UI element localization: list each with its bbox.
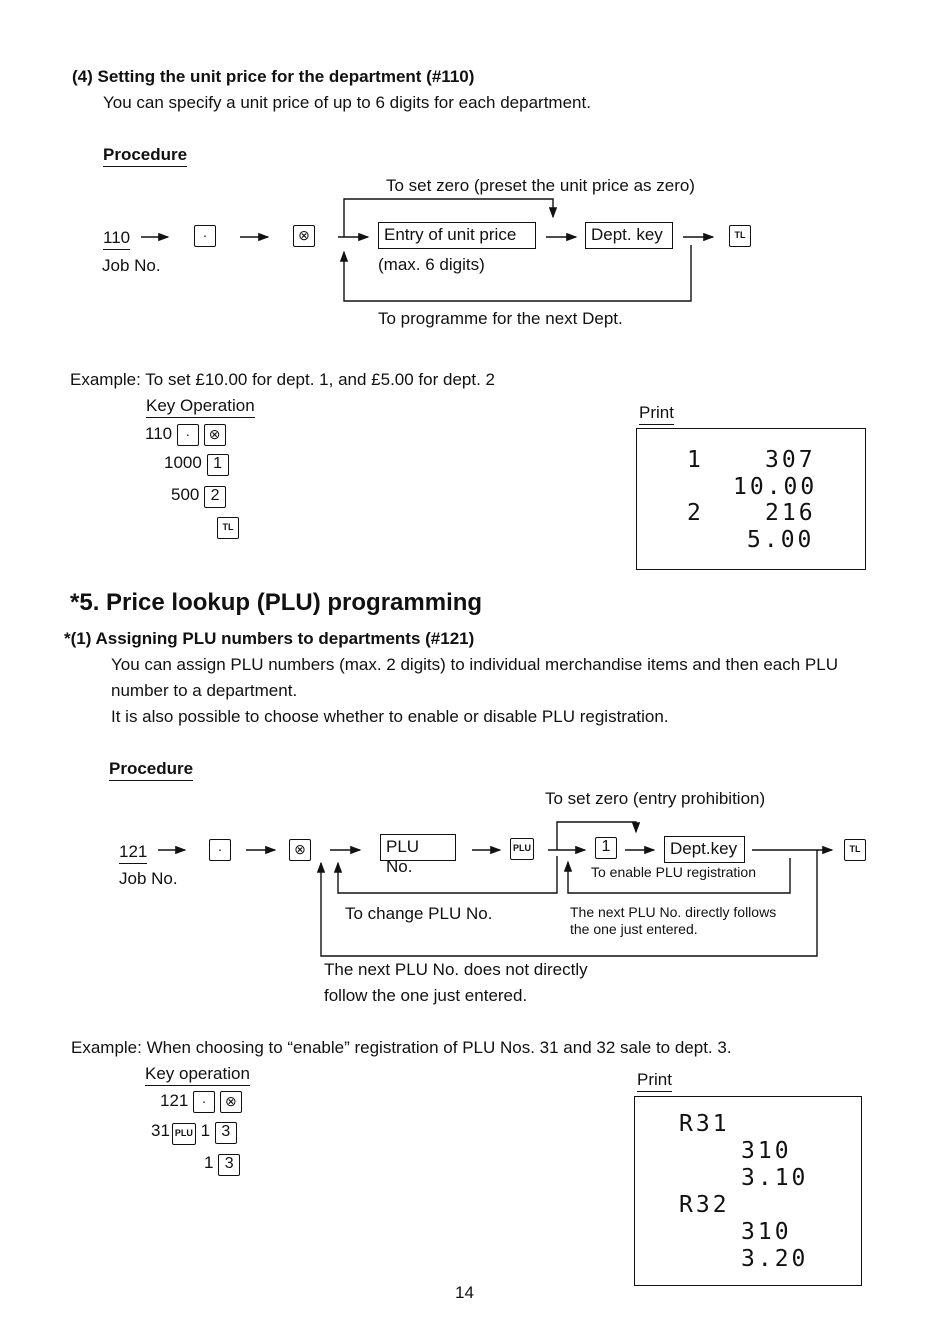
print-line-1-right: 307 <box>765 447 816 473</box>
key-3: 3 <box>215 1122 237 1144</box>
print-label-2: Print <box>637 1070 672 1092</box>
example-1-row-2: 1000 1 <box>164 453 229 476</box>
enable-note: To enable PLU registration <box>591 864 756 880</box>
section-5-para-3: It is also possible to choose whether to enable or disable PLU registration. <box>111 707 669 726</box>
key-2: 2 <box>204 486 226 508</box>
section-5-para-2: number to a department. <box>111 681 298 700</box>
multiply-key: ⊗ <box>289 839 311 861</box>
multiply-key: ⊗ <box>204 424 226 446</box>
key-1: 1 <box>207 454 229 476</box>
print-line-310a: 310 <box>741 1138 792 1164</box>
print-line-2-right: 10.00 <box>733 474 818 500</box>
print-line-r32: R32 <box>679 1192 730 1218</box>
procedure-label-2: Procedure <box>109 759 193 781</box>
multiply-key: ⊗ <box>220 1091 242 1113</box>
job-number-1: 110 <box>103 228 130 250</box>
tl-key: TL <box>729 225 751 247</box>
job-label-2: Job No. <box>119 869 178 888</box>
print-label-1: Print <box>639 403 674 425</box>
example-1-text: Example: To set £10.00 for dept. 1, and £5.00 for dept. 2 <box>70 370 495 389</box>
plu-key: PLU <box>172 1123 196 1145</box>
print-receipt-2 <box>634 1096 862 1286</box>
example-2-row-2: 31 PLU 1 3 <box>151 1121 237 1145</box>
section-5-para-1: You can assign PLU numbers (max. 2 digits) to individual merchandise items and then each PLU <box>111 655 838 674</box>
max-digits-note: (max. 6 digits) <box>378 255 485 274</box>
print-line-1-left: 1 <box>687 447 704 473</box>
procedure-label-1: Procedure <box>103 145 187 167</box>
print-line-4-right: 5.00 <box>747 527 815 553</box>
print-line-3-left: 2 <box>687 500 704 526</box>
print-line-r31: R31 <box>679 1111 730 1137</box>
job-number-2: 121 <box>119 842 147 864</box>
dept-key-box: Dept. key <box>585 222 673 249</box>
section-4-heading: (4) Setting the unit price for the department (#110) <box>72 67 475 86</box>
example-2-row-1: 121 · ⊗ <box>160 1091 242 1113</box>
section-5-heading: *5. Price lookup (PLU) programming <box>70 589 483 616</box>
follows-note-1: The next PLU No. directly follows <box>570 904 777 920</box>
example-1-row-3: 500 2 <box>171 485 226 508</box>
next-dept-note: To programme for the next Dept. <box>378 309 623 328</box>
multiply-key: ⊗ <box>293 225 315 247</box>
dept-key-box-2: Dept.key <box>664 836 745 863</box>
dot-key: · <box>193 1091 215 1113</box>
entry-unit-price-box: Entry of unit price <box>378 222 536 249</box>
job-label-1: Job No. <box>102 256 161 275</box>
page-number: 14 <box>455 1283 474 1302</box>
dot-key: · <box>209 839 231 861</box>
example-1-row-1: 110 · ⊗ <box>145 424 226 446</box>
zero-note-1: To set zero (preset the unit price as zero) <box>386 176 695 195</box>
change-plu-note: To change PLU No. <box>345 904 493 923</box>
dot-key: · <box>194 225 216 247</box>
key-operation-label-1: Key Operation <box>146 396 255 418</box>
tl-key: TL <box>217 517 239 539</box>
example-2-row-3: 1 3 <box>204 1153 240 1176</box>
print-line-3-right: 216 <box>765 500 816 526</box>
key-1: 1 <box>595 837 617 859</box>
dot-key: · <box>177 424 199 446</box>
print-line-320-amount: 3.20 <box>741 1246 809 1272</box>
plu-no-box: PLU No. <box>380 834 456 861</box>
not-follows-note-2: follow the one just entered. <box>324 986 528 1005</box>
section-5-sub-heading: *(1) Assigning PLU numbers to departments (#121) <box>64 629 475 648</box>
follows-note-2: the one just entered. <box>570 921 698 937</box>
tl-key: TL <box>844 839 866 861</box>
print-line-310b: 310 <box>741 1219 792 1245</box>
example-2-text: Example: When choosing to “enable” registration of PLU Nos. 31 and 32 sale to dept. 3. <box>71 1038 732 1057</box>
zero-note-2: To set zero (entry prohibition) <box>545 789 766 808</box>
key-3: 3 <box>218 1154 240 1176</box>
section-4-intro: You can specify a unit price of up to 6 digits for each department. <box>103 93 591 112</box>
print-line-310-amount: 3.10 <box>741 1165 809 1191</box>
key-operation-label-2: Key operation <box>145 1064 250 1086</box>
plu-key: PLU <box>510 838 534 860</box>
not-follows-note-1: The next PLU No. does not directly <box>324 960 588 979</box>
